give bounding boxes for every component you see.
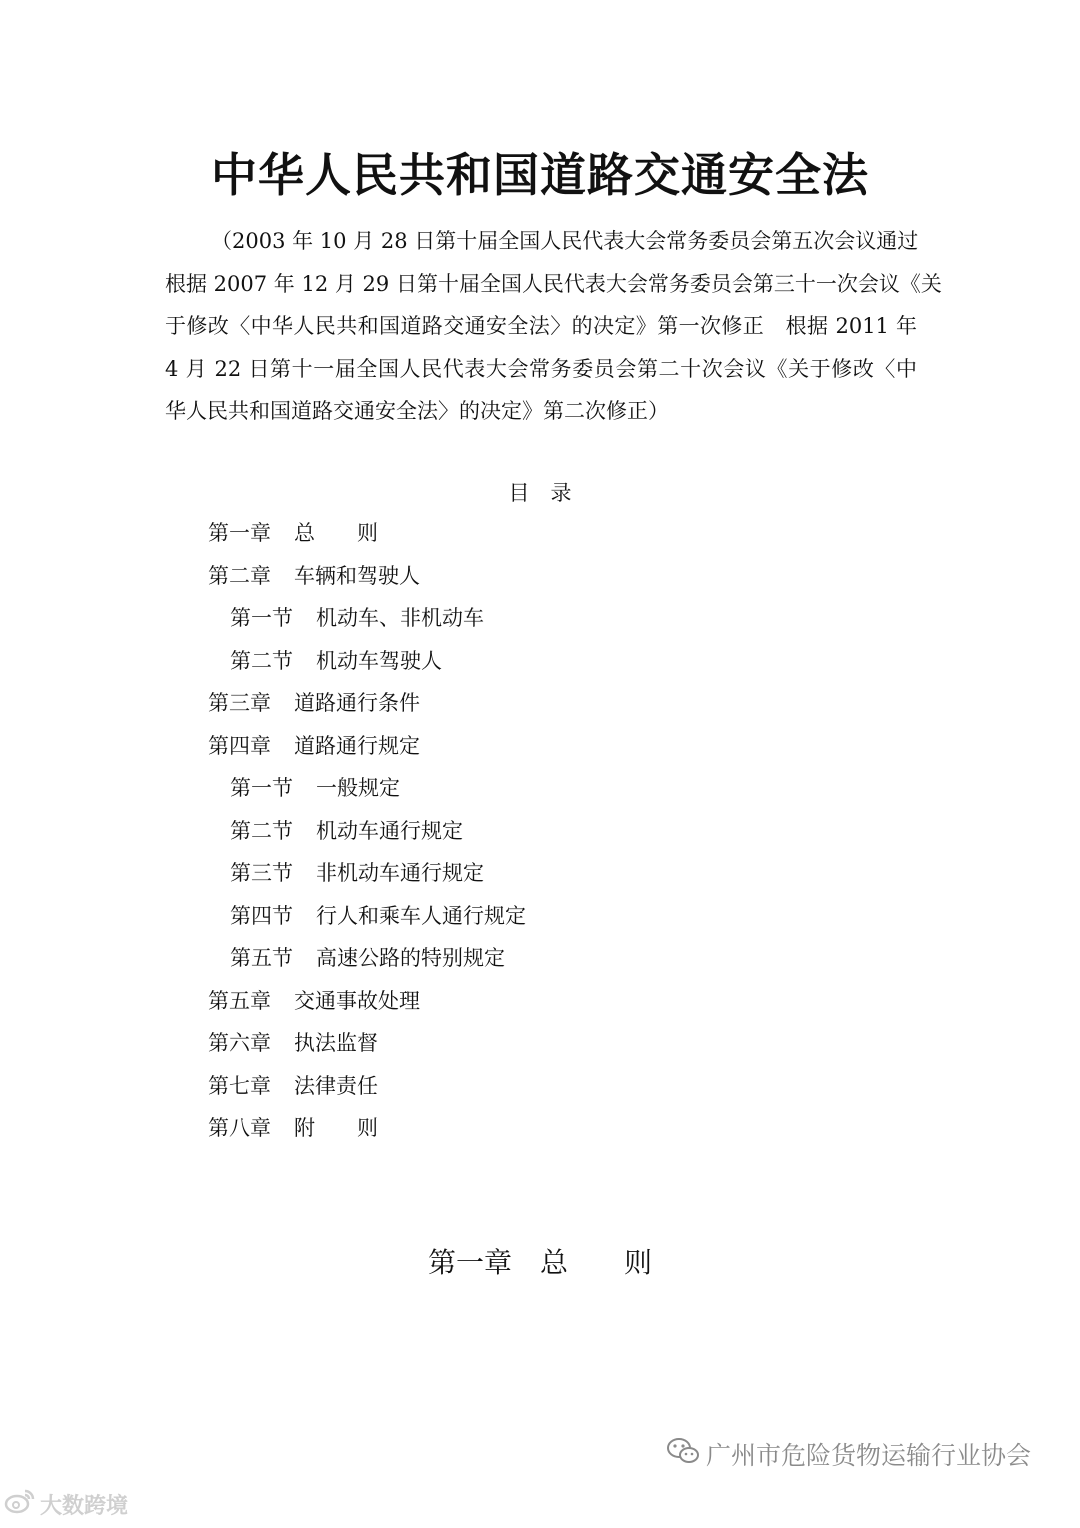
toc-item-chapter <box>208 1065 526 1108</box>
toc-item-section <box>208 895 526 938</box>
toc-item-section <box>208 810 526 853</box>
preamble-line: 华人民共和国道路交通安全法〉的决定》第二次修正） <box>165 399 669 423</box>
toc-item-chapter <box>208 555 526 598</box>
preamble <box>165 220 942 433</box>
toc-item-title: 一般规定 <box>316 776 400 800</box>
toc-item-number: 第二节 <box>230 648 293 673</box>
toc-item-title: 行人和乘车人通行规定 <box>316 903 526 928</box>
toc-item-number: 第二节 <box>230 818 293 843</box>
toc-item-number: 第七章 <box>208 1073 271 1098</box>
watermark-left <box>4 1488 128 1520</box>
chapter-heading: 第一章 总 则 <box>427 1246 652 1279</box>
toc-item-number: 第二章 <box>208 563 271 588</box>
toc-item-section <box>208 937 526 980</box>
toc-item-number: 第五章 <box>208 988 271 1013</box>
toc-item-title: 附 则 <box>294 1116 378 1140</box>
toc-item-title: 高速公路的特别规定 <box>316 946 505 970</box>
toc-item-number: 第三章 <box>208 691 271 715</box>
toc-item-title: 非机动车通行规定 <box>316 861 484 885</box>
toc-heading: 目 录 <box>508 481 572 505</box>
watermark-right <box>666 1436 1031 1472</box>
toc-item-title: 机动车、非机动车 <box>316 606 484 630</box>
toc-item-section <box>208 767 526 810</box>
toc-item-section <box>208 640 526 683</box>
preamble-line: 4 月 22 日第十一届全国人民代表大会常务委员会第二十次会议《关于修改〈中 <box>165 356 917 381</box>
toc-item-number: 第四章 <box>208 733 271 758</box>
toc-item-chapter <box>208 1107 526 1150</box>
toc-item-title: 机动车通行规定 <box>316 818 463 843</box>
toc-item-title: 车辆和驾驶人 <box>294 563 420 588</box>
toc-item-chapter <box>208 980 526 1023</box>
preamble-line: 于修改〈中华人民共和国道路交通安全法〉的决定》第一次修正 根据 2011 年 <box>165 314 917 338</box>
toc-item-section <box>208 852 526 895</box>
table-of-contents <box>208 512 526 1150</box>
toc-item-title: 机动车驾驶人 <box>316 648 442 673</box>
weibo-logo-icon <box>4 1488 36 1520</box>
toc-item-title: 道路通行规定 <box>294 733 420 758</box>
watermark-left-text: 大数跨境 <box>40 1493 129 1519</box>
toc-item-number: 第八章 <box>208 1116 271 1140</box>
toc-item-title: 法律责任 <box>294 1073 378 1098</box>
toc-item-number: 第四节 <box>230 903 293 928</box>
toc-item-title: 总 则 <box>294 521 378 545</box>
toc-item-number: 第五节 <box>230 946 293 970</box>
wechat-logo-icon <box>666 1436 700 1472</box>
toc-item-chapter <box>208 725 526 768</box>
toc-item-number: 第一节 <box>230 776 293 800</box>
toc-item-number: 第一节 <box>230 606 293 630</box>
toc-item-chapter <box>208 512 526 555</box>
preamble-line: （2003 年 10 月 28 日第十届全国人民代表大会常务委员会第五次会议通过 <box>211 229 919 253</box>
toc-item-number: 第三节 <box>230 861 293 885</box>
toc-item-title: 道路通行条件 <box>294 691 420 715</box>
page-title: 中华人民共和国道路交通安全法 <box>211 148 869 202</box>
watermark-right-text: 广州市危险货物运输行业协会 <box>706 1441 1032 1470</box>
toc-item-chapter <box>208 682 526 725</box>
toc-item-number: 第一章 <box>208 521 271 545</box>
toc-item-title: 交通事故处理 <box>294 988 420 1013</box>
toc-item-title: 执法监督 <box>294 1031 378 1055</box>
toc-item-chapter <box>208 1022 526 1065</box>
toc-item-section <box>208 597 526 640</box>
preamble-line: 根据 2007 年 12 月 29 日第十届全国人民代表大会常务委员会第三十一次会议《关 <box>165 271 942 296</box>
toc-item-number: 第六章 <box>208 1031 271 1055</box>
